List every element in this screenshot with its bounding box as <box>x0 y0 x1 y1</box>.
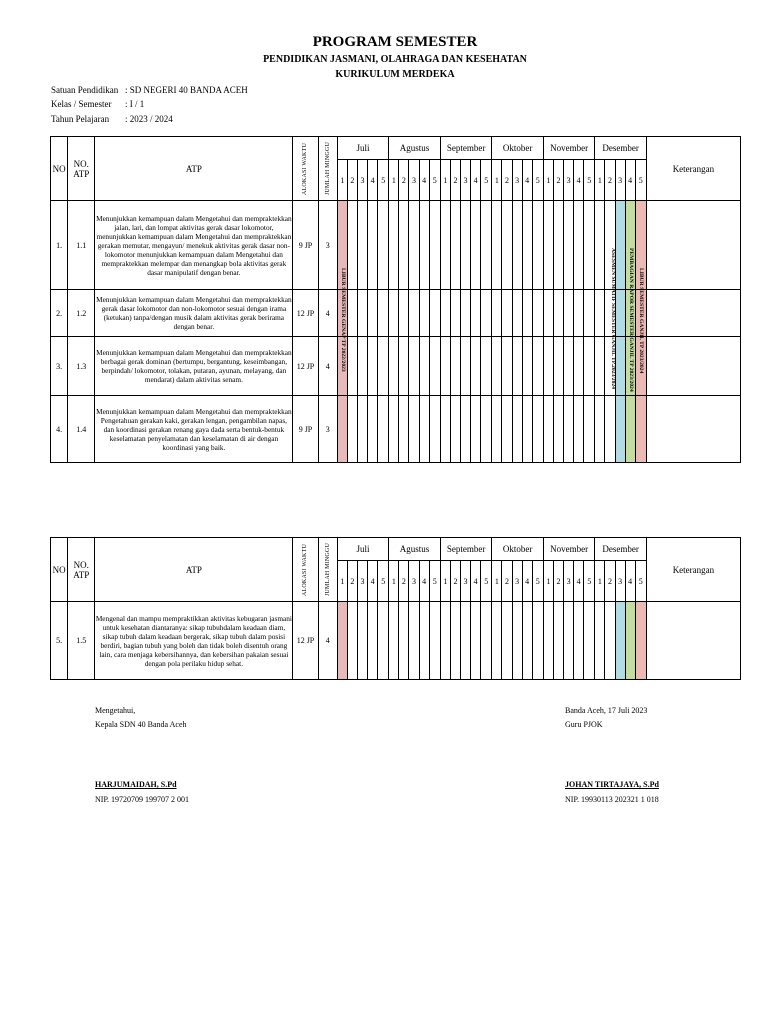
week-cell <box>615 201 625 290</box>
week-number: 4 <box>522 160 532 201</box>
week-number: 1 <box>337 561 347 602</box>
week-cell <box>564 290 574 337</box>
week-cell <box>625 396 635 463</box>
week-cell <box>429 337 440 396</box>
week-number: 5 <box>481 160 492 201</box>
week-number: 2 <box>502 561 512 602</box>
week-number: 3 <box>512 160 522 201</box>
row-no-atp: 1.2 <box>68 290 95 337</box>
week-number: 3 <box>615 561 625 602</box>
week-number: 1 <box>543 160 553 201</box>
week-number: 2 <box>399 160 409 201</box>
band-asesmen: ASESMEN SUMATIF SEMESTER GANJIL TP.2023/2024 <box>610 248 616 389</box>
row-no: 1. <box>51 201 68 290</box>
month-header: September <box>440 538 492 561</box>
week-number: 5 <box>481 561 492 602</box>
week-cell <box>502 201 512 290</box>
week-cell <box>553 201 563 290</box>
week-number: 5 <box>378 561 389 602</box>
week-number: 5 <box>635 561 646 602</box>
week-number: 1 <box>389 561 399 602</box>
info-tahun: Tahun Pelajaran : 2023 / 2024 <box>51 114 173 124</box>
week-cell <box>564 201 574 290</box>
week-number: 4 <box>574 561 584 602</box>
week-number: 1 <box>543 561 553 602</box>
week-number: 2 <box>605 561 615 602</box>
week-cell <box>625 602 635 680</box>
week-cell <box>502 337 512 396</box>
week-cell <box>399 602 409 680</box>
week-number: 3 <box>615 160 625 201</box>
week-number: 2 <box>553 561 563 602</box>
week-cell <box>605 602 615 680</box>
week-number: 1 <box>595 160 605 201</box>
week-cell <box>429 201 440 290</box>
week-number: 3 <box>461 561 471 602</box>
week-cell <box>419 290 429 337</box>
week-cell <box>378 337 389 396</box>
week-cell <box>461 396 471 463</box>
week-cell <box>471 602 481 680</box>
week-cell <box>481 602 492 680</box>
week-number: 3 <box>357 561 367 602</box>
week-number: 2 <box>399 561 409 602</box>
week-cell <box>553 396 563 463</box>
week-cell <box>368 396 378 463</box>
week-cell <box>564 337 574 396</box>
row-alokasi: 9 JP <box>293 396 318 463</box>
month-header: Desember <box>595 538 647 561</box>
week-number: 4 <box>368 160 378 201</box>
col-alokasi-header: ALOKASI WAKTU <box>293 137 318 201</box>
sig-left-line1: Mengetahui, <box>95 706 136 715</box>
week-number: 3 <box>409 561 419 602</box>
week-cell <box>512 337 522 396</box>
week-cell <box>512 201 522 290</box>
week-number: 2 <box>502 160 512 201</box>
week-cell <box>595 337 605 396</box>
row-alokasi: 12 JP <box>293 337 318 396</box>
week-cell <box>584 337 595 396</box>
month-header: Oktober <box>492 538 544 561</box>
week-cell <box>461 201 471 290</box>
row-no-atp: 1.3 <box>68 337 95 396</box>
week-cell <box>543 396 553 463</box>
week-number: 5 <box>584 160 595 201</box>
row-keterangan <box>646 396 740 463</box>
page-subtitle: PENDIDIKAN JASMANI, OLAHRAGA DAN KESEHATAN <box>263 54 527 65</box>
col-no-atp-header: NO. ATP <box>68 137 95 201</box>
row-alokasi: 9 JP <box>293 201 318 290</box>
week-cell <box>368 337 378 396</box>
week-cell <box>605 396 615 463</box>
month-header: Juli <box>337 137 389 160</box>
month-header: Agustus <box>389 137 441 160</box>
week-cell <box>584 396 595 463</box>
week-cell <box>522 201 532 290</box>
row-atp: Menunjukkan kemampuan dalam Mengetahui dan mempraktekkan jalan, lari, dan lompat aktivitas gerak dasar lokomotor, menunjukkan kemampuan dalam Mengetahui dan mempraktekkan gerakan memutar, mengayun/ menekuk aktivitas gerak dasar non-lokomotor menunjukkan kemampuan dalam Mengetahui dan mempraktekkan melempar dan menangkap bola aktivitas gerak dasar manipulatif dengan benar. <box>95 201 293 290</box>
row-no: 3. <box>51 337 68 396</box>
week-number: 2 <box>450 561 460 602</box>
sig-right-line1: Banda Aceh, 17 Juli 2023 <box>565 706 648 715</box>
week-number: 2 <box>553 160 563 201</box>
week-cell <box>553 290 563 337</box>
week-cell <box>389 602 399 680</box>
week-cell <box>543 602 553 680</box>
week-cell <box>357 602 367 680</box>
col-no-header: NO <box>51 538 68 602</box>
week-cell <box>595 602 605 680</box>
sig-right-nip: NIP. 19930113 202321 1 018 <box>565 795 659 804</box>
week-cell <box>357 201 367 290</box>
week-number: 5 <box>429 561 440 602</box>
curriculum-label: KURIKULUM MERDEKA <box>335 69 455 80</box>
week-number: 5 <box>378 160 389 201</box>
band-pembagian-rapor: PEMBAGIAN RAPOR SEMESTER GANJIL TP 2023/2024 <box>628 248 634 392</box>
week-number: 4 <box>522 561 532 602</box>
week-number: 3 <box>357 160 367 201</box>
week-cell <box>532 337 543 396</box>
week-number: 1 <box>337 160 347 201</box>
band-libur-genap: LIBUR SEMESTER GENAP TP 2022/2023 <box>340 268 346 372</box>
week-cell <box>419 201 429 290</box>
week-cell <box>481 396 492 463</box>
row-alokasi: 12 JP <box>293 290 318 337</box>
week-number: 4 <box>368 561 378 602</box>
week-cell <box>574 201 584 290</box>
week-cell <box>337 602 347 680</box>
week-number: 3 <box>564 561 574 602</box>
week-cell <box>399 337 409 396</box>
row-no-atp: 1.1 <box>68 201 95 290</box>
row-no-atp: 1.5 <box>68 602 95 680</box>
week-cell <box>522 602 532 680</box>
row-atp: Menunjukkan kemampuan dalam Mengetahui dan mempraktekkan Pengetahuan gerakan kaki, gerakan lengan, pengambilan napas, dan koordinasi gerakan renang gaya dada serta bentuk-bentuk keselamatan penyelamatan dan keselamatan di air dengan koordinasi yang baik. <box>95 396 293 463</box>
week-cell <box>419 337 429 396</box>
page-title: PROGRAM SEMESTER <box>312 34 478 50</box>
month-header: Agustus <box>389 538 441 561</box>
week-cell <box>378 201 389 290</box>
week-cell <box>347 602 357 680</box>
col-no-header: NO <box>51 137 68 201</box>
month-header: September <box>440 137 492 160</box>
band-libur-ganjil: LIBUR SEMESTER GANJIL TP 2023/2024 <box>638 268 644 374</box>
table-row <box>51 290 741 337</box>
week-number: 5 <box>429 160 440 201</box>
week-cell <box>399 290 409 337</box>
week-cell <box>492 602 502 680</box>
week-cell <box>389 290 399 337</box>
week-cell <box>347 201 357 290</box>
row-no: 4. <box>51 396 68 463</box>
week-cell <box>409 396 419 463</box>
week-cell <box>440 201 450 290</box>
week-number: 5 <box>532 160 543 201</box>
row-minggu: 4 <box>318 337 337 396</box>
week-cell <box>389 396 399 463</box>
week-number: 1 <box>492 561 502 602</box>
week-cell <box>429 396 440 463</box>
week-cell <box>492 290 502 337</box>
week-cell <box>461 337 471 396</box>
col-atp-header: ATP <box>95 137 293 201</box>
week-cell <box>409 201 419 290</box>
sig-right-name: JOHAN TIRTAJAYA, S.Pd <box>565 780 659 789</box>
sig-left-nip: NIP. 19720709 199707 2 001 <box>95 795 190 804</box>
row-alokasi: 12 JP <box>293 602 318 680</box>
week-cell <box>615 602 625 680</box>
week-cell <box>378 396 389 463</box>
week-number: 2 <box>347 160 357 201</box>
week-cell <box>512 602 522 680</box>
week-cell <box>347 337 357 396</box>
week-cell <box>357 396 367 463</box>
week-cell <box>615 337 625 396</box>
week-number: 1 <box>492 160 502 201</box>
week-cell <box>429 602 440 680</box>
semester-table-2 <box>50 537 741 680</box>
week-cell <box>440 602 450 680</box>
week-cell <box>440 396 450 463</box>
row-keterangan <box>646 337 740 396</box>
week-cell <box>450 337 460 396</box>
row-atp: Menunjukkan kemampuan dalam Mengetahui dan mempraktekkan berbagai gerak dominan (bertumpu, bergantung, keseimbangan, berpindah/ lokomotor, tolakan, putaran, ayunan, melayang, dan mendarat) dalam aktivitas senam. <box>95 337 293 396</box>
week-number: 1 <box>440 160 450 201</box>
week-cell <box>502 602 512 680</box>
info-kelas: Kelas / Semester : I / 1 <box>51 99 145 109</box>
week-cell <box>502 396 512 463</box>
col-alokasi-header: ALOKASI WAKTU <box>293 538 318 602</box>
col-jumlah-header: JUMLAH MINGGU <box>318 538 337 602</box>
week-cell <box>450 201 460 290</box>
week-cell <box>461 602 471 680</box>
week-number: 4 <box>471 561 481 602</box>
week-number: 4 <box>625 160 635 201</box>
week-number: 4 <box>419 160 429 201</box>
week-cell <box>512 290 522 337</box>
week-cell <box>389 201 399 290</box>
week-cell <box>553 337 563 396</box>
row-atp: Menunjukkan kemampuan dalam Mengetahui dan mempraktekkan gerak dasar lokomotor dan non-lokomotor sesuai dengan irama (ketukan) tanpa/dengan musik dalam aktivitas gerak berirama dengan benar. <box>95 290 293 337</box>
row-keterangan <box>646 602 740 680</box>
week-cell <box>357 290 367 337</box>
week-cell <box>399 201 409 290</box>
week-number: 2 <box>347 561 357 602</box>
week-cell <box>543 337 553 396</box>
week-cell <box>471 396 481 463</box>
week-cell <box>347 396 357 463</box>
week-cell <box>419 602 429 680</box>
col-atp-header: ATP <box>95 538 293 602</box>
week-cell <box>461 290 471 337</box>
week-cell <box>595 290 605 337</box>
week-cell <box>543 201 553 290</box>
week-cell <box>481 290 492 337</box>
week-cell <box>409 602 419 680</box>
week-cell <box>553 602 563 680</box>
row-no-atp: 1.4 <box>68 396 95 463</box>
week-cell <box>450 396 460 463</box>
week-cell <box>368 201 378 290</box>
week-cell <box>522 290 532 337</box>
week-cell <box>440 290 450 337</box>
info-satuan: Satuan Pendidikan : SD NEGERI 40 BANDA ACEH <box>51 85 248 95</box>
table-row <box>51 201 741 290</box>
sig-left-line2: Kepala SDN 40 Banda Aceh <box>95 720 187 729</box>
week-cell <box>522 396 532 463</box>
week-number: 5 <box>635 160 646 201</box>
week-number: 1 <box>440 561 450 602</box>
week-cell <box>532 201 543 290</box>
week-number: 4 <box>419 561 429 602</box>
week-cell <box>409 337 419 396</box>
week-cell <box>450 602 460 680</box>
row-keterangan <box>646 201 740 290</box>
week-number: 3 <box>564 160 574 201</box>
sig-right-line2: Guru PJOK <box>565 720 603 729</box>
week-cell <box>389 337 399 396</box>
week-cell <box>615 290 625 337</box>
row-no: 5. <box>51 602 68 680</box>
week-cell <box>471 337 481 396</box>
week-number: 3 <box>461 160 471 201</box>
week-cell <box>492 337 502 396</box>
week-cell <box>512 396 522 463</box>
week-cell <box>347 290 357 337</box>
week-cell <box>378 290 389 337</box>
sig-left-name: HARJUMAIDAH, S.Pd <box>95 780 177 789</box>
week-number: 3 <box>409 160 419 201</box>
week-cell <box>481 201 492 290</box>
week-number: 4 <box>625 561 635 602</box>
table-row <box>51 396 741 463</box>
week-cell <box>574 602 584 680</box>
week-cell <box>584 602 595 680</box>
week-cell <box>564 396 574 463</box>
row-atp: Mengenal dan mampu mempraktikkan aktivitas kebugaran jasmani untuk kesehatan diantaranya: sikap tubuhdalam keadaan diam, sikap tubuh dalam keadaan bergerak, sikap tubuh dalam posisi berdiri, bagian tubuh yang boleh dan tidak boleh disentuh orang lain, cara menjaga kebersihannya, dan kebersihan pakaian sesuai dengan pola perilaku hidup sehat. <box>95 602 293 680</box>
week-cell <box>492 396 502 463</box>
week-cell <box>574 396 584 463</box>
week-cell <box>419 396 429 463</box>
week-cell <box>368 290 378 337</box>
week-number: 1 <box>595 561 605 602</box>
week-number: 2 <box>450 160 460 201</box>
week-cell <box>574 337 584 396</box>
week-cell <box>564 602 574 680</box>
week-cell <box>450 290 460 337</box>
week-cell <box>440 337 450 396</box>
week-cell <box>635 602 646 680</box>
month-header: November <box>543 538 594 561</box>
month-header: Juli <box>337 538 389 561</box>
week-number: 5 <box>532 561 543 602</box>
week-cell <box>337 396 347 463</box>
week-cell <box>532 290 543 337</box>
week-cell <box>543 290 553 337</box>
week-cell <box>471 290 481 337</box>
week-cell <box>409 290 419 337</box>
week-cell <box>471 201 481 290</box>
row-minggu: 3 <box>318 396 337 463</box>
week-number: 3 <box>512 561 522 602</box>
week-cell <box>615 396 625 463</box>
week-cell <box>399 396 409 463</box>
week-cell <box>357 337 367 396</box>
row-minggu: 4 <box>318 602 337 680</box>
table-row <box>51 602 741 680</box>
col-keterangan-header: Keterangan <box>646 137 740 201</box>
week-cell <box>492 201 502 290</box>
row-minggu: 4 <box>318 290 337 337</box>
month-header: Oktober <box>492 137 544 160</box>
col-keterangan-header: Keterangan <box>646 538 740 602</box>
row-no: 2. <box>51 290 68 337</box>
week-number: 2 <box>605 160 615 201</box>
row-minggu: 3 <box>318 201 337 290</box>
week-cell <box>368 602 378 680</box>
week-cell <box>584 290 595 337</box>
week-number: 5 <box>584 561 595 602</box>
month-header: Desember <box>595 137 647 160</box>
week-cell <box>378 602 389 680</box>
week-cell <box>635 396 646 463</box>
week-cell <box>429 290 440 337</box>
week-cell <box>574 290 584 337</box>
week-cell <box>595 201 605 290</box>
table-row <box>51 337 741 396</box>
week-cell <box>584 201 595 290</box>
week-cell <box>595 396 605 463</box>
week-cell <box>481 337 492 396</box>
week-cell <box>522 337 532 396</box>
week-cell <box>532 396 543 463</box>
week-number: 4 <box>471 160 481 201</box>
week-cell <box>502 290 512 337</box>
row-keterangan <box>646 290 740 337</box>
month-header: November <box>543 137 594 160</box>
col-no-atp-header: NO. ATP <box>68 538 95 602</box>
week-cell <box>532 602 543 680</box>
week-number: 4 <box>574 160 584 201</box>
col-jumlah-header: JUMLAH MINGGU <box>318 137 337 201</box>
week-number: 1 <box>389 160 399 201</box>
